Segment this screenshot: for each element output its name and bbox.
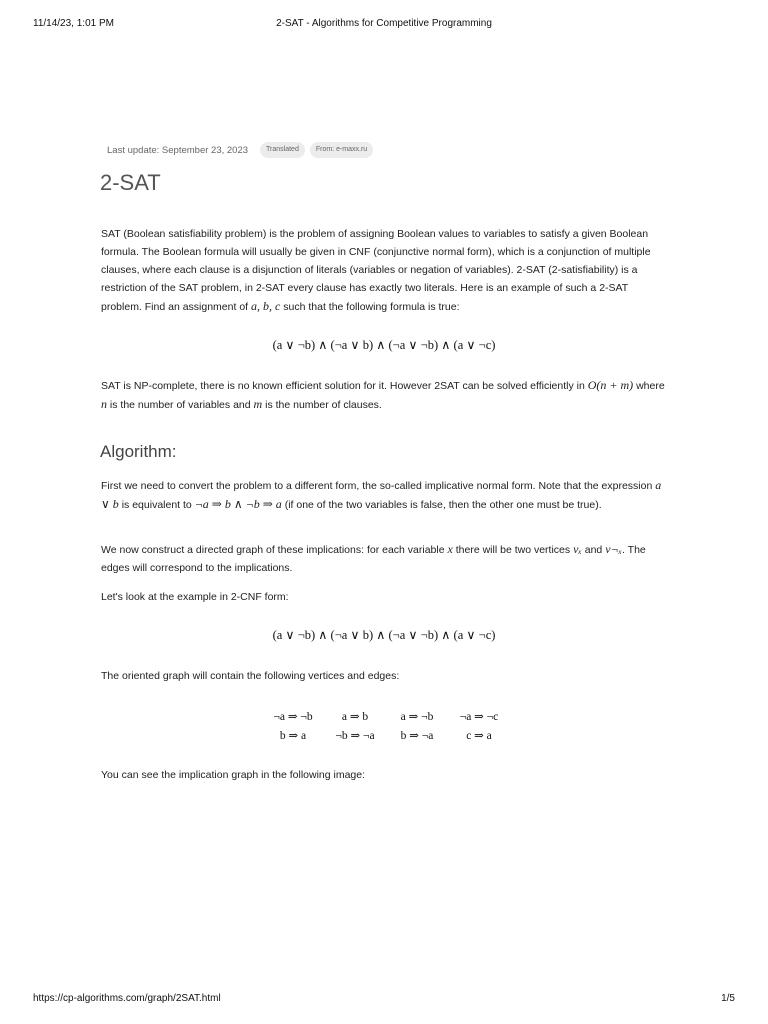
last-update: Last update: September 23, 2023 bbox=[107, 144, 249, 156]
np-text-2: where bbox=[636, 380, 665, 392]
m-math: m bbox=[253, 397, 263, 411]
alg-p2-text-a: We now construct a directed graph of these implications: for each variable bbox=[101, 544, 445, 556]
example-intro: Let's look at the example in 2-CNF form: bbox=[101, 591, 289, 603]
vx-math: vₓ bbox=[573, 542, 582, 556]
algorithm-paragraph-1 bbox=[101, 476, 671, 514]
implication: a ⇒ b bbox=[341, 710, 369, 723]
implication: a ⇒ ¬b bbox=[400, 710, 434, 723]
print-datetime: 11/14/23, 1:01 PM bbox=[33, 18, 114, 29]
intro-paragraph bbox=[101, 225, 671, 316]
implication: b ⇒ a bbox=[279, 729, 307, 742]
alg-p2-text-c: . The edges will correspond to the implications. bbox=[101, 544, 646, 574]
implication: ¬b ⇒ ¬a bbox=[335, 729, 375, 742]
alg-p1-text-a: First we need to convert the problem to a different form, the so-called implicative normal form. Note that the expression bbox=[101, 480, 653, 492]
formula-display: (a ∨ ¬b) ∧ (¬a ∨ b) ∧ (¬a ∨ ¬b) ∧ (a ∨ ¬c) bbox=[272, 338, 496, 352]
implication: c ⇒ a bbox=[466, 729, 492, 742]
graph-intro: The oriented graph will contain the following vertices and edges: bbox=[101, 670, 400, 682]
np-text-4: is the number of clauses. bbox=[265, 399, 382, 411]
intro-vars-math: a, b, c bbox=[251, 299, 281, 313]
n-math: n bbox=[101, 397, 107, 411]
page-url[interactable]: https://cp-algorithms.com/graph/2SAT.html bbox=[33, 993, 221, 1004]
alg-p1-text-c: (if one of the two variables is false, then the other one must be true). bbox=[284, 499, 602, 511]
alg-p1-equiv-math: ¬a ⇒ b ∧ ¬b ⇒ a bbox=[194, 497, 282, 511]
implication: ¬a ⇒ ¬b bbox=[273, 710, 313, 723]
print-page-title: 2-SAT - Algorithms for Competitive Programming bbox=[276, 18, 492, 29]
alg-p1-text-b: is equivalent to bbox=[121, 499, 192, 511]
algorithm-paragraph-2 bbox=[101, 540, 671, 577]
np-text-3: is the number of variables and bbox=[109, 399, 251, 411]
translated-chip[interactable]: Translated bbox=[260, 142, 305, 158]
complexity-math: O(n + m) bbox=[587, 378, 634, 392]
vnotx-math: v¬ₓ bbox=[605, 542, 623, 556]
implications-grid bbox=[262, 706, 512, 744]
print-footer bbox=[33, 993, 735, 1007]
print-header bbox=[33, 18, 735, 32]
image-intro: You can see the implication graph in the following image: bbox=[101, 769, 366, 781]
alg-p1-expr-math: a ∨ b bbox=[101, 478, 662, 511]
implications-row bbox=[262, 706, 512, 725]
alg-p2-text-b: there will be two vertices bbox=[455, 544, 571, 556]
intro-text: SAT (Boolean satisfiability problem) is the problem of assigning Boolean values to variables to satisfy a given Boolean formula. The Boolean formula will usually be given in CNF (conjunctive normal form), which is a conjunction of multiple clauses, where each clause is a disjunction of literals (variables or negation of variables). 2-SAT (2-satisfiability) is a restriction of the SAT problem, in 2-SAT every clause has exactly two literals. Here is an example of such a 2-SAT problem. Find an assignment of bbox=[101, 228, 651, 313]
implications-row bbox=[262, 725, 512, 744]
article-meta bbox=[107, 141, 378, 159]
implication: ¬a ⇒ ¬c bbox=[459, 710, 499, 723]
implication: b ⇒ ¬a bbox=[400, 729, 434, 742]
np-text-1: SAT is NP-complete, there is no known efficient solution for it. However 2SAT can be solved efficiently in bbox=[101, 380, 585, 392]
algorithm-heading: Algorithm: bbox=[100, 442, 177, 461]
source-chip[interactable]: From: e-maxx.ru bbox=[310, 142, 373, 158]
formula-display-2: (a ∨ ¬b) ∧ (¬a ∨ b) ∧ (¬a ∨ ¬b) ∧ (a ∨ ¬c) bbox=[272, 628, 496, 642]
alg-p2-and: and bbox=[584, 544, 603, 556]
np-paragraph bbox=[101, 376, 671, 414]
intro-end-text: such that the following formula is true: bbox=[283, 301, 460, 313]
page-number: 1/5 bbox=[721, 993, 735, 1004]
page-title: 2-SAT bbox=[100, 170, 161, 195]
x-math: x bbox=[447, 542, 453, 556]
